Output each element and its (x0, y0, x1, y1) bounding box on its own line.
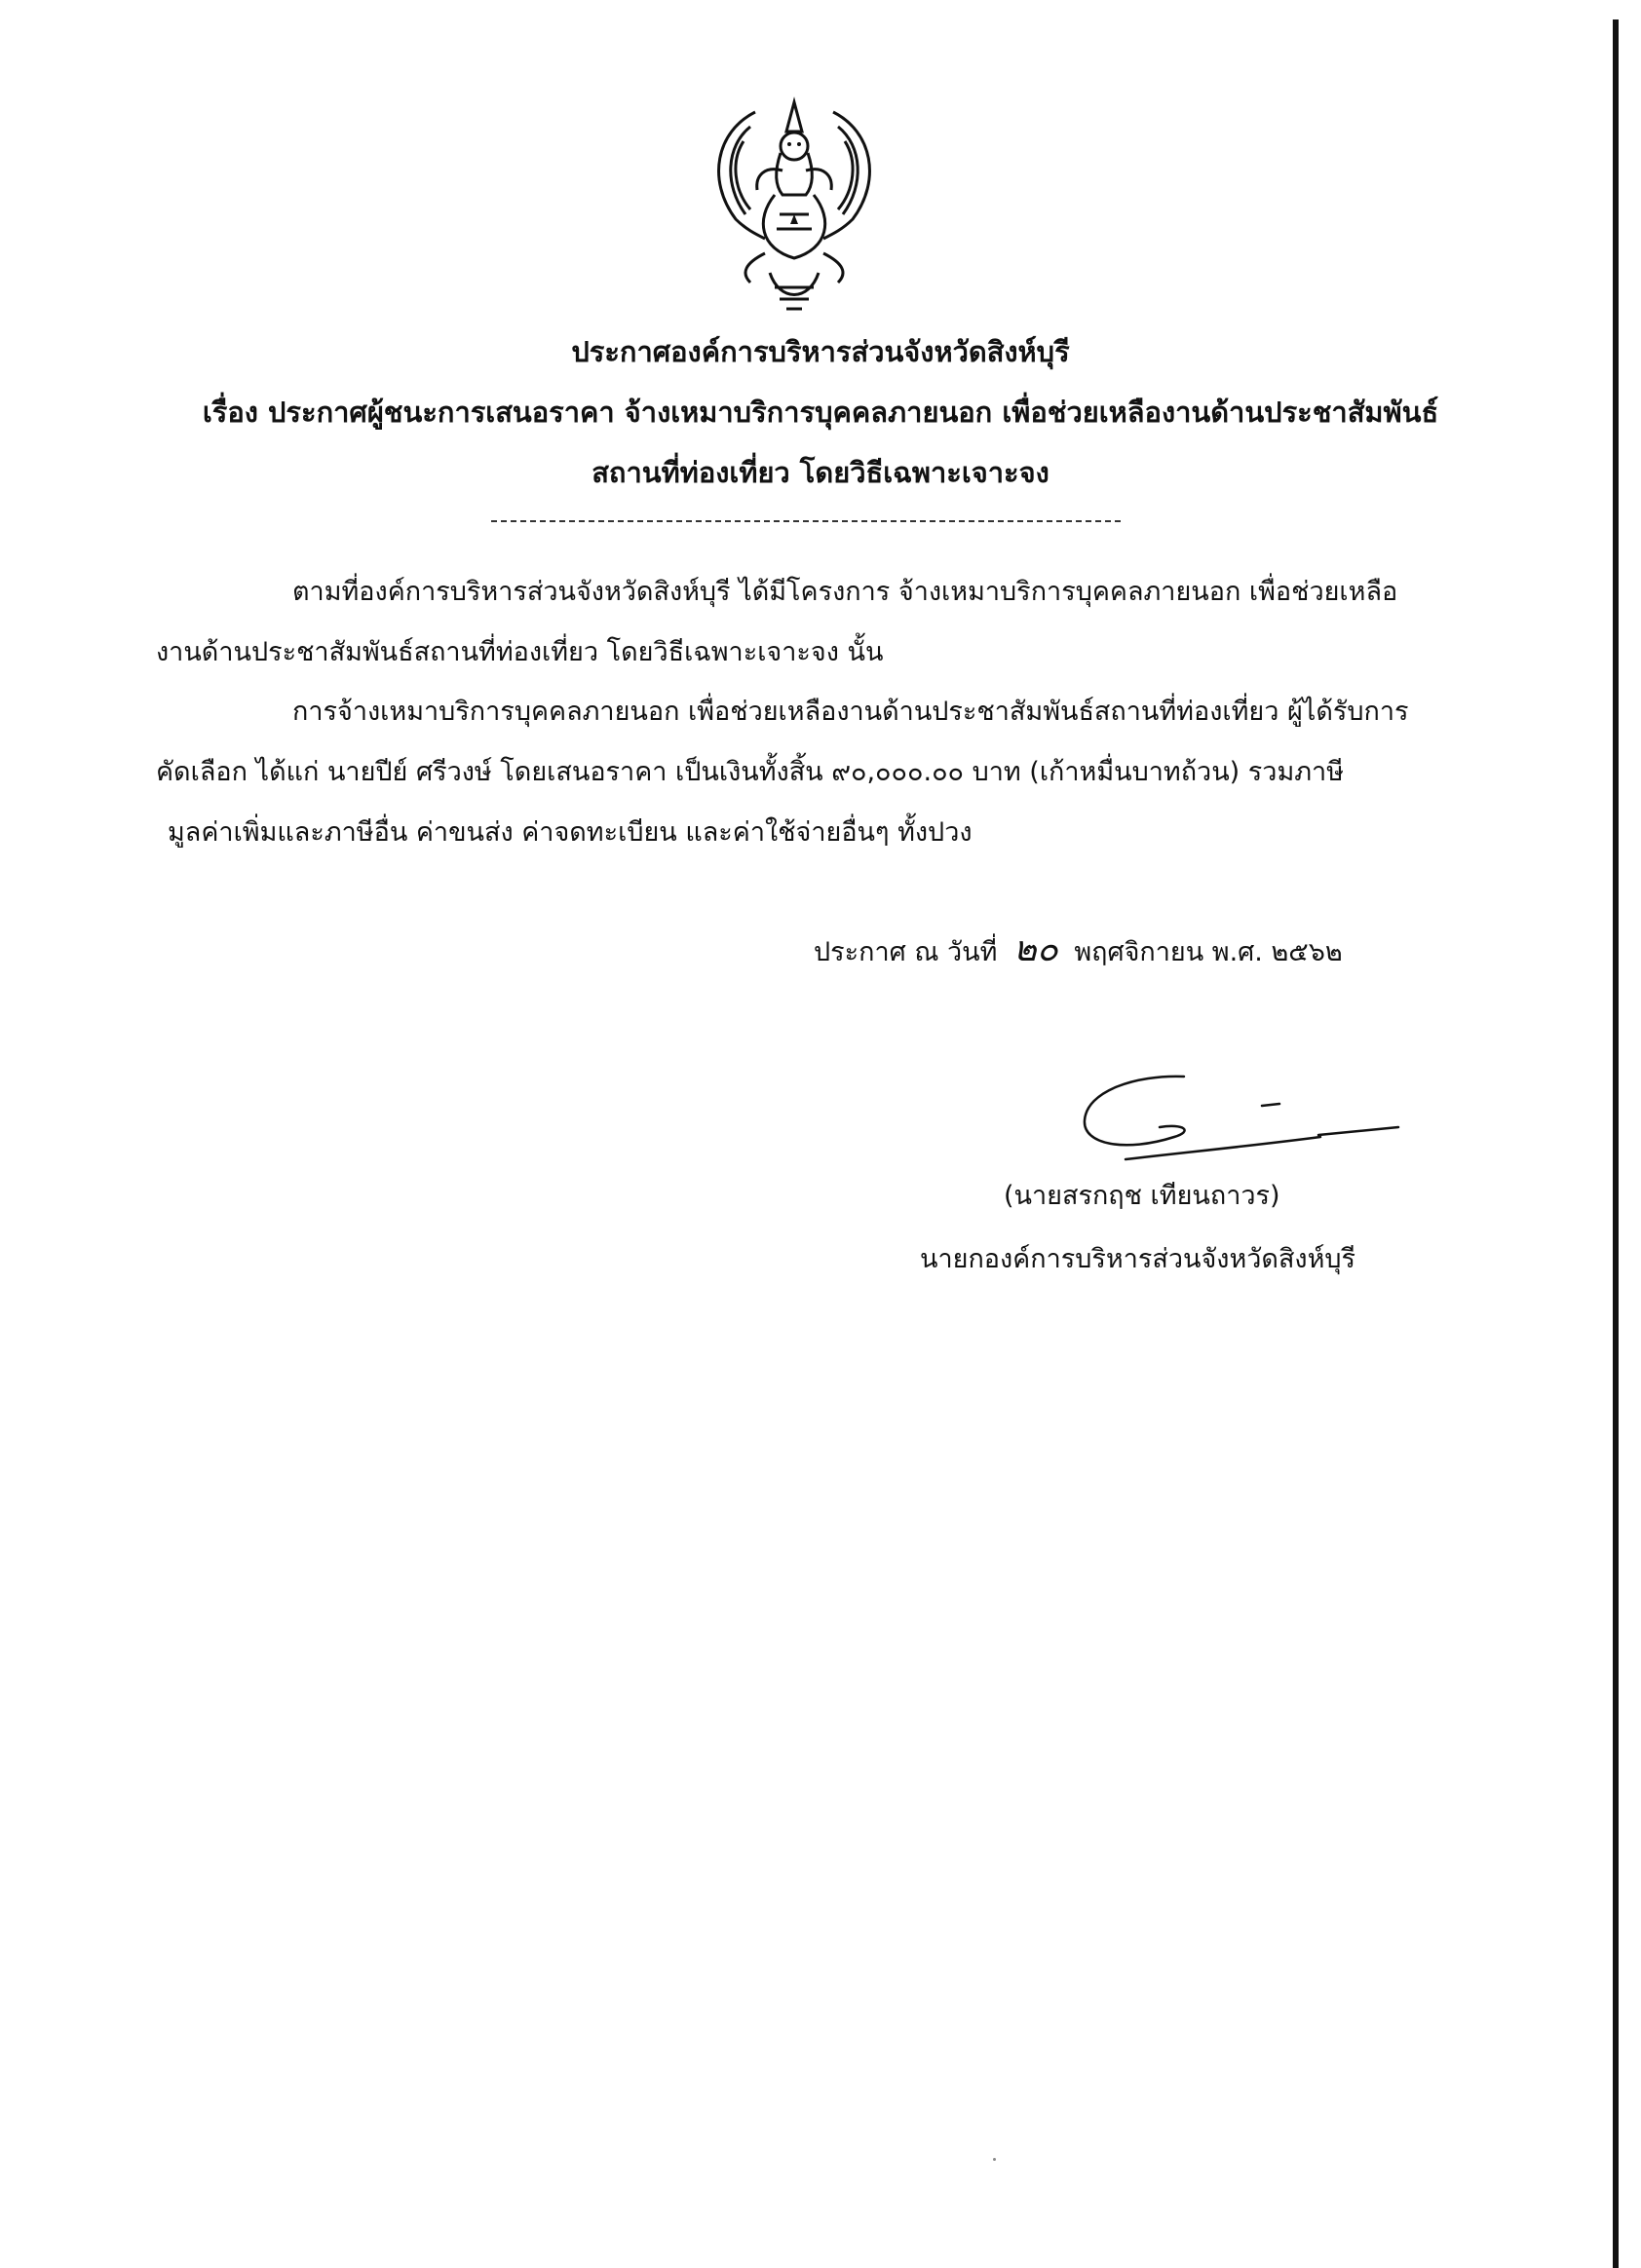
signatory-name: (นายสรกฤช เทียนถาวร) (1004, 1181, 1280, 1211)
paragraph-1-line-2: งานด้านประชาสัมพันธ์สถานที่ท่องเที่ยว โดยวิธีเฉพาะเจาะจง นั้น (156, 637, 884, 667)
dashed-divider (491, 520, 1121, 522)
announcement-subject-cont: สถานที่ท่องเที่ยว โดยวิธีเฉพาะเจาะจง (592, 456, 1049, 489)
garuda-emblem-icon (697, 93, 892, 326)
date-month-year: พฤศจิกายน พ.ศ. ๒๕๖๒ (1074, 937, 1343, 967)
scan-speck (993, 2158, 996, 2161)
announcement-date (814, 921, 1343, 976)
signature-image (1067, 1067, 1418, 1174)
signatory-position: นายกองค์การบริหารส่วนจังหวัดสิงห์บุรี (920, 1244, 1356, 1274)
paragraph-2-line-2: คัดเลือก ได้แก่ นายปีย์ ศรีวงษ์ โดยเสนอราคา เป็นเงินทั้งสิ้น ๙๐,๐๐๐.๐๐ บาท (เก้าหมื่นบาทถ้วน) รวมภาษี (156, 757, 1345, 787)
paragraph-2-line-3: มูลค่าเพิ่มและภาษีอื่น ค่าขนส่ง ค่าจดทะเบียน และค่าใช้จ่ายอื่นๆ ทั้งปวง (168, 817, 973, 848)
date-prefix: ประกาศ ณ วันที่ (814, 937, 998, 967)
paragraph-1-line-1: ตามที่องค์การบริหารส่วนจังหวัดสิงห์บุรี ได้มีโครงการ จ้างเหมาบริการบุคคลภายนอก เพื่อช่วยเหลือ (292, 577, 1398, 607)
paragraph-2-line-1: การจ้างเหมาบริการบุคคลภายนอก เพื่อช่วยเหลืองานด้านประชาสัมพันธ์สถานที่ท่องเที่ยว ผู้ได้รับการ (292, 697, 1409, 727)
date-day-handwritten: ๒๐ (1013, 929, 1058, 969)
announcement-title: ประกาศองค์การบริหารส่วนจังหวัดสิงห์บุรี (571, 335, 1070, 368)
announcement-subject: เรื่อง ประกาศผู้ชนะการเสนอราคา จ้างเหมาบริการบุคคลภายนอก เพื่อช่วยเหลืองานด้านประชาสัมพันธ์ (202, 396, 1439, 429)
